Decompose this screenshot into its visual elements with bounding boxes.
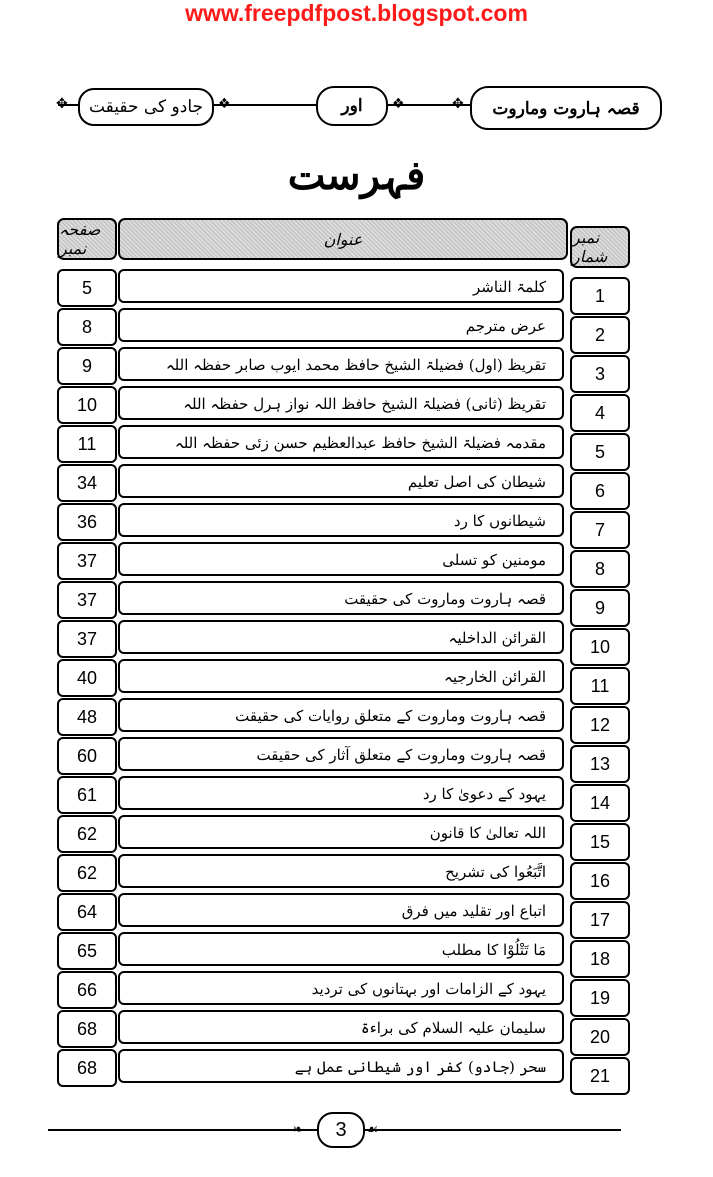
row-number: 12	[570, 706, 630, 744]
table-row	[0, 346, 713, 386]
table-row	[0, 1048, 713, 1088]
row-title: اتَّبَعُوا کی تشریح	[118, 854, 564, 888]
row-number: 1	[570, 277, 630, 315]
table-row	[0, 541, 713, 581]
table-row	[0, 385, 713, 425]
footer-rule	[361, 1129, 621, 1131]
row-page: 48	[57, 698, 117, 736]
row-number: 21	[570, 1057, 630, 1095]
row-title: القرائن الخارجیہ	[118, 659, 564, 693]
header-right-title: قصہ ہاروت وماروت	[492, 98, 640, 119]
table-row	[0, 931, 713, 971]
table-row	[0, 736, 713, 776]
header-left-cartouche	[78, 88, 214, 126]
row-page: 9	[57, 347, 117, 385]
row-page: 68	[57, 1049, 117, 1087]
row-page: 61	[57, 776, 117, 814]
header-left-title: جادو کی حقیقت	[88, 97, 204, 117]
row-number: 4	[570, 394, 630, 432]
row-number: 20	[570, 1018, 630, 1056]
row-number: 10	[570, 628, 630, 666]
row-page: 40	[57, 659, 117, 697]
table-row	[0, 307, 713, 347]
ornament-icon: ✥	[56, 96, 68, 112]
row-title: مَا تَتْلُوْا کا مطلب	[118, 932, 564, 966]
row-title: تقریظ (ثانی) فضیلۃ الشیخ حافظ اللہ نواز ہرل حفظہ اللہ	[118, 386, 564, 420]
row-number: 14	[570, 784, 630, 822]
row-title: اتباع اور تقلید میں فرق	[118, 893, 564, 927]
table-row	[0, 424, 713, 464]
row-page: 37	[57, 620, 117, 658]
row-number: 17	[570, 901, 630, 939]
page-number: 3	[317, 1112, 365, 1148]
row-number: 8	[570, 550, 630, 588]
row-title: شیطانوں کا رد	[118, 503, 564, 537]
row-page: 36	[57, 503, 117, 541]
row-page: 11	[57, 425, 117, 463]
row-title: یہود کے دعویٰ کا رد	[118, 776, 564, 810]
row-page: 37	[57, 581, 117, 619]
table-row	[0, 268, 713, 308]
row-title: شیطان کی اصل تعلیم	[118, 464, 564, 498]
row-page: 60	[57, 737, 117, 775]
row-page: 66	[57, 971, 117, 1009]
table-row	[0, 775, 713, 815]
row-title: قصہ ہاروت وماروت کے متعلق آثار کی حقیقت	[118, 737, 564, 771]
header-center-cartouche	[316, 86, 388, 126]
row-number: 15	[570, 823, 630, 861]
table-row	[0, 1009, 713, 1049]
row-number: 9	[570, 589, 630, 627]
table-row	[0, 970, 713, 1010]
row-number: 18	[570, 940, 630, 978]
ornament-icon: ❧	[292, 1122, 304, 1138]
ornament-icon: ✥	[452, 96, 464, 112]
row-page: 62	[57, 815, 117, 853]
table-row	[0, 814, 713, 854]
row-number: 2	[570, 316, 630, 354]
row-title: کلمۃ الناشر	[118, 269, 564, 303]
ornament-icon: ❖	[392, 96, 405, 112]
column-header-page: صفحہ نمبر	[57, 218, 117, 260]
row-page: 37	[57, 542, 117, 580]
table-row	[0, 502, 713, 542]
row-title: سحر (جادو) کفر اور شیطانی عمل ہے	[118, 1049, 564, 1083]
column-header-title: عنوان	[118, 218, 568, 260]
row-page: 8	[57, 308, 117, 346]
row-title: مقدمہ فضیلۃ الشیخ حافظ عبدالعظیم حسن زئی حفظہ اللہ	[118, 425, 564, 459]
table-row	[0, 580, 713, 620]
row-title: اللہ تعالیٰ کا قانون	[118, 815, 564, 849]
row-number: 11	[570, 667, 630, 705]
row-number: 5	[570, 433, 630, 471]
table-row	[0, 853, 713, 893]
row-page: 68	[57, 1010, 117, 1048]
row-page: 65	[57, 932, 117, 970]
row-number: 13	[570, 745, 630, 783]
row-page: 34	[57, 464, 117, 502]
table-row	[0, 892, 713, 932]
row-title: سلیمان علیہ السلام کی براءۃ	[118, 1010, 564, 1044]
row-page: 5	[57, 269, 117, 307]
row-page: 10	[57, 386, 117, 424]
site-url[interactable]: www.freepdfpost.blogspot.com	[185, 0, 528, 26]
row-title: عرض مترجم	[118, 308, 564, 342]
row-title: یہود کے الزامات اور بہتانوں کی تردید	[118, 971, 564, 1005]
table-row	[0, 658, 713, 698]
row-title: تقریظ (اول) فضیلۃ الشیخ حافظ محمد ایوب صابر حفظہ اللہ	[118, 347, 564, 381]
row-number: 3	[570, 355, 630, 393]
column-header-number: نمبر شمار	[570, 226, 630, 268]
row-title: مومنین کو تسلی	[118, 542, 564, 576]
table-row	[0, 619, 713, 659]
row-title: القرائن الداخلیہ	[118, 620, 564, 654]
row-page: 62	[57, 854, 117, 892]
row-number: 6	[570, 472, 630, 510]
row-page: 64	[57, 893, 117, 931]
row-title: قصہ ہاروت وماروت کی حقیقت	[118, 581, 564, 615]
table-row	[0, 463, 713, 503]
table-row	[0, 697, 713, 737]
footer-rule	[48, 1129, 317, 1131]
row-number: 19	[570, 979, 630, 1017]
header-right-cartouche	[470, 86, 662, 130]
row-number: 7	[570, 511, 630, 549]
ornament-icon: ❖	[218, 96, 231, 112]
ornament-icon: ☙	[366, 1122, 379, 1138]
header-center-word: اور	[341, 96, 363, 116]
page-title: فہرست	[287, 152, 426, 199]
row-number: 16	[570, 862, 630, 900]
row-title: قصہ ہاروت وماروت کے متعلق روایات کی حقیقت	[118, 698, 564, 732]
